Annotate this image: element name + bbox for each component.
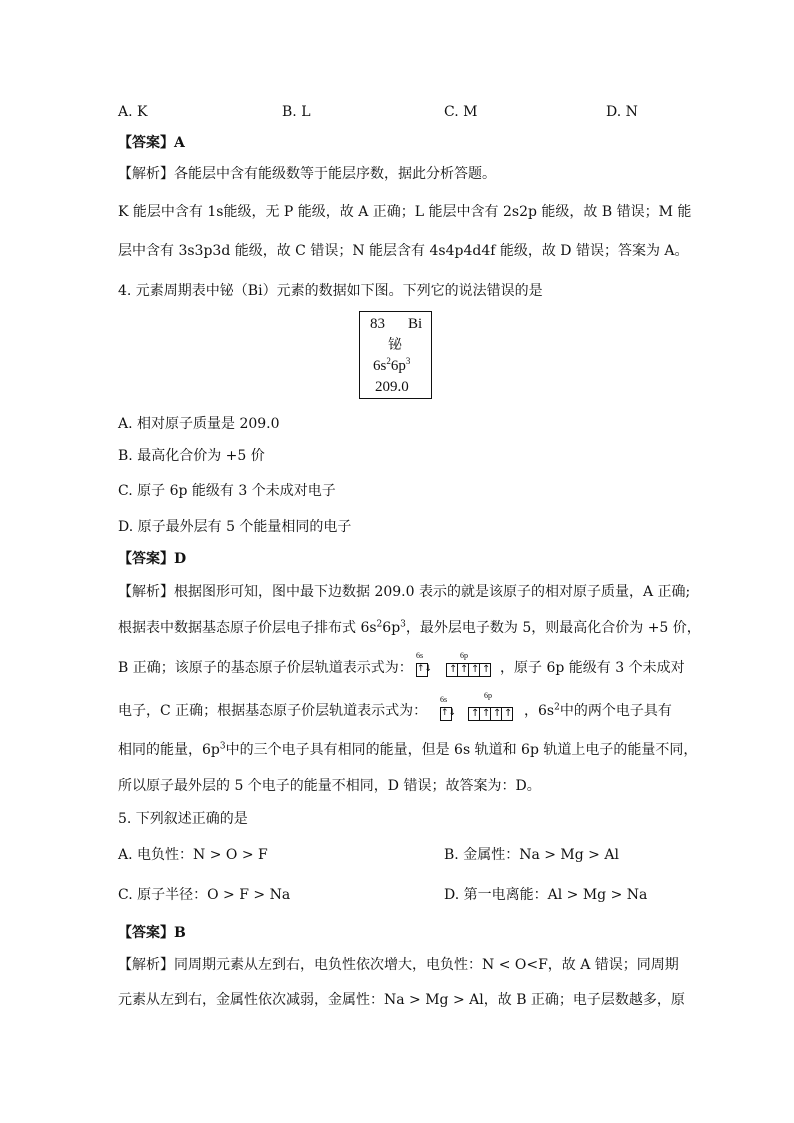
q4-analysis-line3b: ，原子 6p 能级有 3 个未成对 (500, 660, 685, 676)
orbital-s-box: ↑↓ (440, 707, 452, 721)
q4-answer: 【答案】D (118, 551, 187, 567)
q5-option-a: A. 电负性：N > O > F (118, 847, 268, 863)
q4-stem: 4. 元素周期表中铋（Bi）元素的数据如下图。下列它的说法错误的是 (118, 283, 543, 299)
q4-option-a: A. 相对原子质量是 209.0 (118, 416, 280, 432)
element-name: 铋 (388, 337, 402, 353)
q4-option-c: C. 原子 6p 能级有 3 个未成对电子 (118, 483, 336, 499)
q3-analysis: 【解析】各能层中含有能级数等于能层序数，据此分析答题。 (118, 166, 496, 182)
q3-analysis-line2: 层中含有 3s3p3d 能级，故 C 错误；N 能层含有 4s4p4d4f 能级，故 D 错误；答案为 A。 (118, 243, 689, 259)
q5-option-c: C. 原子半径：O > F > Na (118, 887, 291, 903)
q4-analysis-line3a: B 正确；该原子的基态原子价层轨道表示式为： (118, 660, 413, 676)
element-number: 83 (370, 316, 385, 332)
q5-analysis-line1: 【解析】同周期元素从左到右，电负性依次增大，电负性：N < O<F，故 A 错误；同周期 (118, 957, 679, 973)
q4-analysis-line1: 【解析】根据图形可知，图中最下边数据 209.0 表示的就是该原子的相对原子质量，A 正确; (118, 584, 691, 600)
orbital-p-box-3: ↑ (468, 663, 480, 677)
q3-option-b: B. L (282, 104, 311, 120)
q4-analysis-line4a: 电子，C 正确；根据基态原子价层轨道表示式为： (118, 703, 428, 719)
orbital-diagram-2 (436, 692, 526, 726)
orbital-p-box-4: ↑ (501, 707, 513, 721)
q4-option-b: B. 最高化合价为 +5 价 (118, 448, 265, 464)
element-mass: 209.0 (375, 379, 409, 395)
q4-analysis-line2: 根据表中数据基态原子价层电子排布式 $6s^26p^3$，最外层电子数为 5，则最高化合价为 +5 价， (118, 619, 701, 636)
q5-answer: 【答案】B (118, 925, 186, 941)
q4-analysis-line6: 所以原子最外层的 5 个电子的能量不相同，D 错误；故答案为：D。 (118, 778, 541, 794)
q4-analysis-line5: 相同的能量，$6p^3$中的三个电子具有相同的能量，但是 6s 轨道和 6p 轨道上电子的能量不同， (118, 741, 698, 758)
q5-option-d: D. 第一电离能：Al > Mg > Na (444, 887, 648, 903)
orbital-p-box-1: ↑ (468, 707, 480, 721)
q5-option-b: B. 金属性：Na > Mg > Al (444, 847, 619, 863)
q3-answer: 【答案】A (118, 135, 185, 151)
q3-option-d: D. N (606, 104, 638, 120)
element-tile (359, 311, 432, 399)
q3-analysis-line1: K 能层中含有 1s能级，无 P 能级，故 A 正确；L 能层中含有 2s2p 能级，故 B 错误；M 能 (118, 204, 692, 220)
orbital-s-box: ↑↓ (416, 663, 428, 677)
orbital-p-box-1: ↑ (446, 663, 458, 677)
orbital-p-box-2: ↑ (479, 707, 491, 721)
q4-analysis-line4b: ，$6s^2$中的两个电子具有 (524, 702, 672, 719)
orbital-diagram-1 (410, 652, 500, 684)
orbital-p-label: 6p (484, 691, 492, 700)
q5-stem: 5. 下列叙述正确的是 (118, 811, 248, 827)
q3-option-c: C. M (444, 104, 478, 120)
q3-option-a: A. K (118, 104, 148, 120)
orbital-p-box-3: ↑ (490, 707, 502, 721)
orbital-s-label: 6s (416, 651, 424, 660)
orbital-p-box-4: ↑ (479, 663, 491, 677)
orbital-p-label: 6p (460, 651, 468, 660)
q5-analysis-line2: 元素从左到右，金属性依次减弱，金属性：Na > Mg > Al，故 B 正确；电子层数越多，原 (118, 992, 685, 1008)
element-config: $6s^26p^3$ (373, 356, 411, 374)
element-symbol: Bi (408, 316, 423, 332)
orbital-p-box-2: ↑ (457, 663, 469, 677)
orbital-s-label: 6s (440, 695, 448, 704)
q4-option-d: D. 原子最外层有 5 个能量相同的电子 (118, 519, 352, 535)
